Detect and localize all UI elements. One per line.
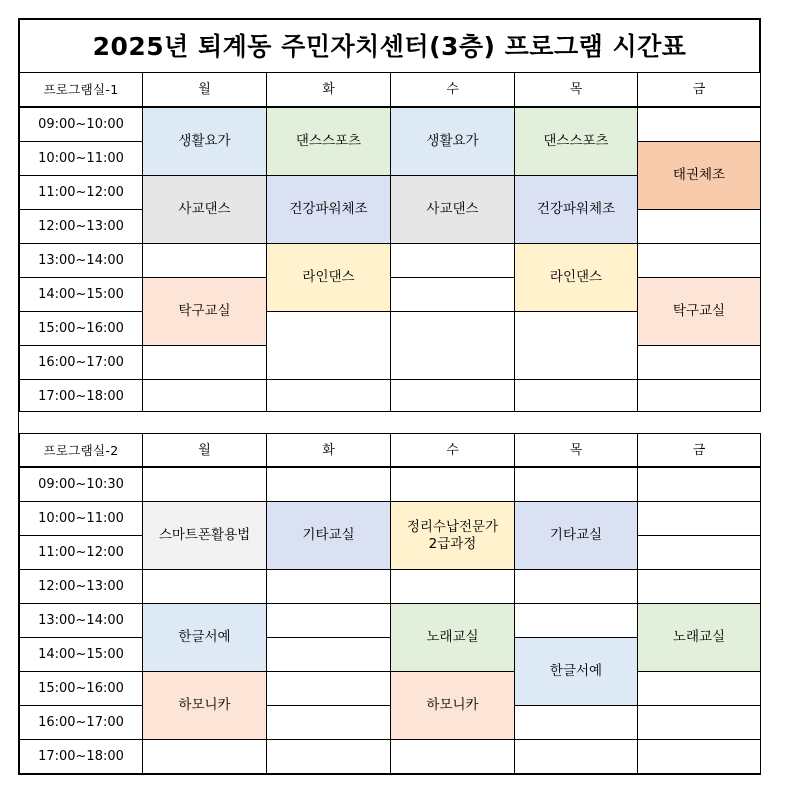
program-block: 기타교실	[514, 501, 638, 570]
time-slot: 10:00~11:00	[19, 501, 143, 536]
program-block: 탁구교실	[637, 277, 761, 346]
empty-slot	[266, 569, 391, 604]
day-header: 금	[637, 72, 761, 107]
time-slot: 14:00~15:00	[19, 637, 143, 672]
section-separator	[19, 411, 761, 434]
program-block: 하모니카	[390, 671, 515, 740]
empty-slot	[637, 569, 761, 604]
empty-slot	[390, 277, 515, 312]
program-block: 노래교실	[390, 603, 515, 672]
page-title: 2025년 퇴계동 주민자치센터(3층) 프로그램 시간표	[92, 32, 687, 61]
day-header: 목	[514, 72, 638, 107]
empty-slot	[514, 705, 638, 740]
empty-slot	[266, 705, 391, 740]
program-block: 라인댄스	[514, 243, 638, 312]
program-block: 라인댄스	[266, 243, 391, 312]
day-header: 월	[142, 433, 267, 467]
time-slot: 17:00~18:00	[19, 739, 143, 774]
empty-slot	[390, 569, 515, 604]
empty-slot	[142, 379, 267, 413]
empty-slot	[637, 467, 761, 502]
empty-slot	[514, 603, 638, 638]
program-block: 건강파워체조	[266, 175, 391, 244]
empty-slot	[390, 311, 515, 380]
empty-slot	[390, 467, 515, 502]
empty-slot	[142, 345, 267, 380]
program-block: 한글서예	[142, 603, 267, 672]
empty-slot	[142, 569, 267, 604]
day-header: 금	[637, 433, 761, 467]
empty-slot	[637, 535, 761, 570]
empty-slot	[266, 637, 391, 672]
empty-slot	[637, 739, 761, 774]
time-slot: 13:00~14:00	[19, 603, 143, 638]
empty-slot	[637, 243, 761, 278]
program-block: 태권체조	[637, 141, 761, 210]
empty-slot	[514, 739, 638, 774]
empty-slot	[637, 705, 761, 740]
program-block: 스마트폰활용법	[142, 501, 267, 570]
empty-slot	[142, 467, 267, 502]
time-slot: 15:00~16:00	[19, 671, 143, 706]
program-block: 사교댄스	[142, 175, 267, 244]
time-slot: 17:00~18:00	[19, 379, 143, 413]
empty-slot	[142, 243, 267, 278]
empty-slot	[637, 209, 761, 244]
program-block: 한글서예	[514, 637, 638, 706]
empty-slot	[637, 345, 761, 380]
time-slot: 11:00~12:00	[19, 175, 143, 210]
day-header: 화	[266, 433, 391, 467]
time-slot: 14:00~15:00	[19, 277, 143, 312]
empty-slot	[266, 671, 391, 706]
empty-slot	[266, 467, 391, 502]
time-slot: 13:00~14:00	[19, 243, 143, 278]
room-name: 프로그램실-2	[19, 433, 143, 467]
program-block: 노래교실	[637, 603, 761, 672]
program-block: 사교댄스	[390, 175, 515, 244]
empty-slot	[390, 379, 515, 413]
empty-slot	[514, 467, 638, 502]
empty-slot	[266, 603, 391, 638]
empty-slot	[142, 739, 267, 774]
time-slot: 10:00~11:00	[19, 141, 143, 176]
empty-slot	[637, 379, 761, 413]
empty-slot	[390, 243, 515, 278]
day-header: 화	[266, 72, 391, 107]
time-slot: 09:00~10:30	[19, 467, 143, 502]
program-block: 정리수납전문가 2급과정	[390, 501, 515, 570]
day-header: 수	[390, 433, 515, 467]
empty-slot	[637, 501, 761, 536]
day-header: 목	[514, 433, 638, 467]
time-slot: 16:00~17:00	[19, 345, 143, 380]
time-slot: 09:00~10:00	[19, 107, 143, 142]
program-block: 생활요가	[390, 107, 515, 176]
program-block: 생활요가	[142, 107, 267, 176]
empty-slot	[514, 311, 638, 380]
time-slot: 16:00~17:00	[19, 705, 143, 740]
empty-slot	[514, 379, 638, 413]
empty-slot	[390, 739, 515, 774]
empty-slot	[266, 379, 391, 413]
time-slot: 11:00~12:00	[19, 535, 143, 570]
program-block: 댄스스포츠	[514, 107, 638, 176]
time-slot: 12:00~13:00	[19, 209, 143, 244]
empty-slot	[637, 671, 761, 706]
empty-slot	[266, 739, 391, 774]
day-header: 수	[390, 72, 515, 107]
program-block: 기타교실	[266, 501, 391, 570]
program-block: 탁구교실	[142, 277, 267, 346]
program-block: 댄스스포츠	[266, 107, 391, 176]
room-name: 프로그램실-1	[19, 72, 143, 107]
empty-slot	[266, 311, 391, 380]
program-block: 하모니카	[142, 671, 267, 740]
day-header: 월	[142, 72, 267, 107]
empty-slot	[637, 107, 761, 142]
program-block: 건강파워체조	[514, 175, 638, 244]
time-slot: 15:00~16:00	[19, 311, 143, 346]
time-slot: 12:00~13:00	[19, 569, 143, 604]
empty-slot	[514, 569, 638, 604]
